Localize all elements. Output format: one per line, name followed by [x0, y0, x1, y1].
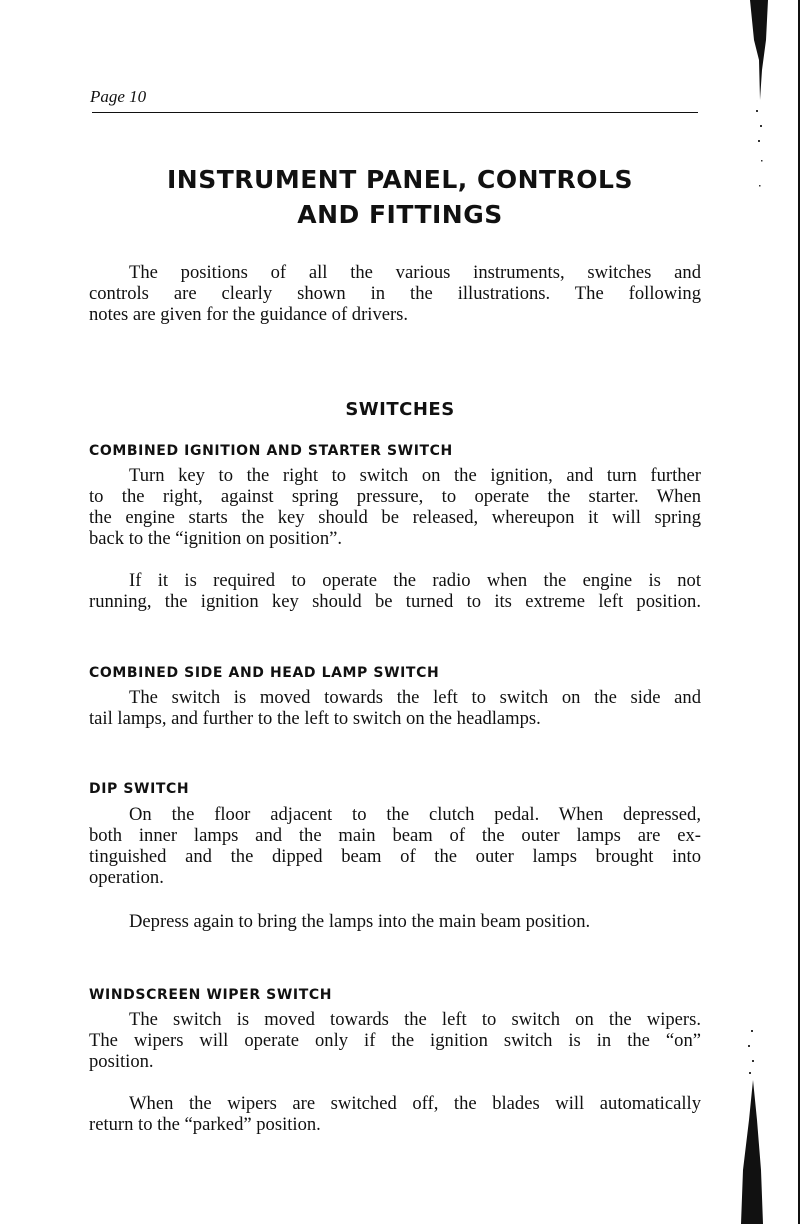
intro-paragraph	[89, 262, 701, 325]
dip-paragraph-1	[89, 804, 701, 888]
page-number: Page 10	[90, 87, 147, 106]
text-line: to the right, against spring pressure, to operate the starter. When	[89, 486, 701, 507]
text-line: On the floor adjacent to the clutch pedal. When depressed,	[129, 804, 701, 825]
ignition-paragraph-1	[89, 465, 701, 549]
text-line: operation.	[89, 867, 164, 888]
text-line: back to the “ignition on position”.	[89, 528, 343, 549]
wiper-paragraph-2	[89, 1093, 701, 1135]
text-line: the engine starts the key should be released, whereupon it will spring	[89, 507, 701, 528]
page-title	[80, 162, 720, 232]
heading-ignition-switch: COMBINED IGNITION AND STARTER SWITCH	[89, 443, 453, 459]
wiper-paragraph-1	[89, 1009, 701, 1072]
text-line: tinguished and the dipped beam of the outer lamps brought into	[89, 846, 701, 867]
text-line: When the wipers are switched off, the blades will automatically	[129, 1093, 701, 1114]
text-line: running, the ignition key should be turned to its extreme left position.	[89, 591, 701, 612]
text-line: tail lamps, and further to the left to switch on the headlamps.	[89, 708, 541, 729]
lamp-paragraph	[89, 687, 701, 729]
text-line: The switch is moved towards the left to switch on the wipers.	[129, 1009, 701, 1030]
heading-lamp-switch: COMBINED SIDE AND HEAD LAMP SWITCH	[89, 665, 440, 681]
header-rule	[92, 112, 698, 113]
text-line: both inner lamps and the main beam of the outer lamps are ex-	[89, 825, 701, 846]
page-title-line-2: AND FITTINGS	[297, 200, 503, 229]
text-line: The wipers will operate only if the ignition switch is in the “on”	[89, 1030, 701, 1051]
text-line: controls are clearly shown in the illustrations. The following	[89, 283, 701, 304]
text-line: Turn key to the right to switch on the ignition, and turn further	[129, 465, 701, 486]
page-title-line-1: INSTRUMENT PANEL, CONTROLS	[167, 165, 633, 194]
dip-paragraph-2	[89, 911, 701, 932]
ignition-paragraph-2	[89, 570, 701, 612]
scan-edge-artifact-top	[748, 0, 770, 200]
text-line: return to the “parked” position.	[89, 1114, 321, 1135]
section-heading-switches: SWITCHES	[345, 399, 455, 420]
heading-dip-switch: DIP SWITCH	[89, 781, 190, 797]
text-line: If it is required to operate the radio when the engine is not	[129, 570, 701, 591]
text-line: Depress again to bring the lamps into the main beam position.	[129, 911, 591, 932]
text-line: position.	[89, 1051, 154, 1072]
text-line: notes are given for the guidance of drivers.	[89, 304, 409, 325]
scan-edge-artifact-bottom	[737, 1000, 765, 1224]
text-line: The switch is moved towards the left to switch on the side and	[129, 687, 701, 708]
heading-wiper-switch: WINDSCREEN WIPER SWITCH	[89, 987, 333, 1003]
text-line: The positions of all the various instruments, switches and	[129, 262, 701, 283]
